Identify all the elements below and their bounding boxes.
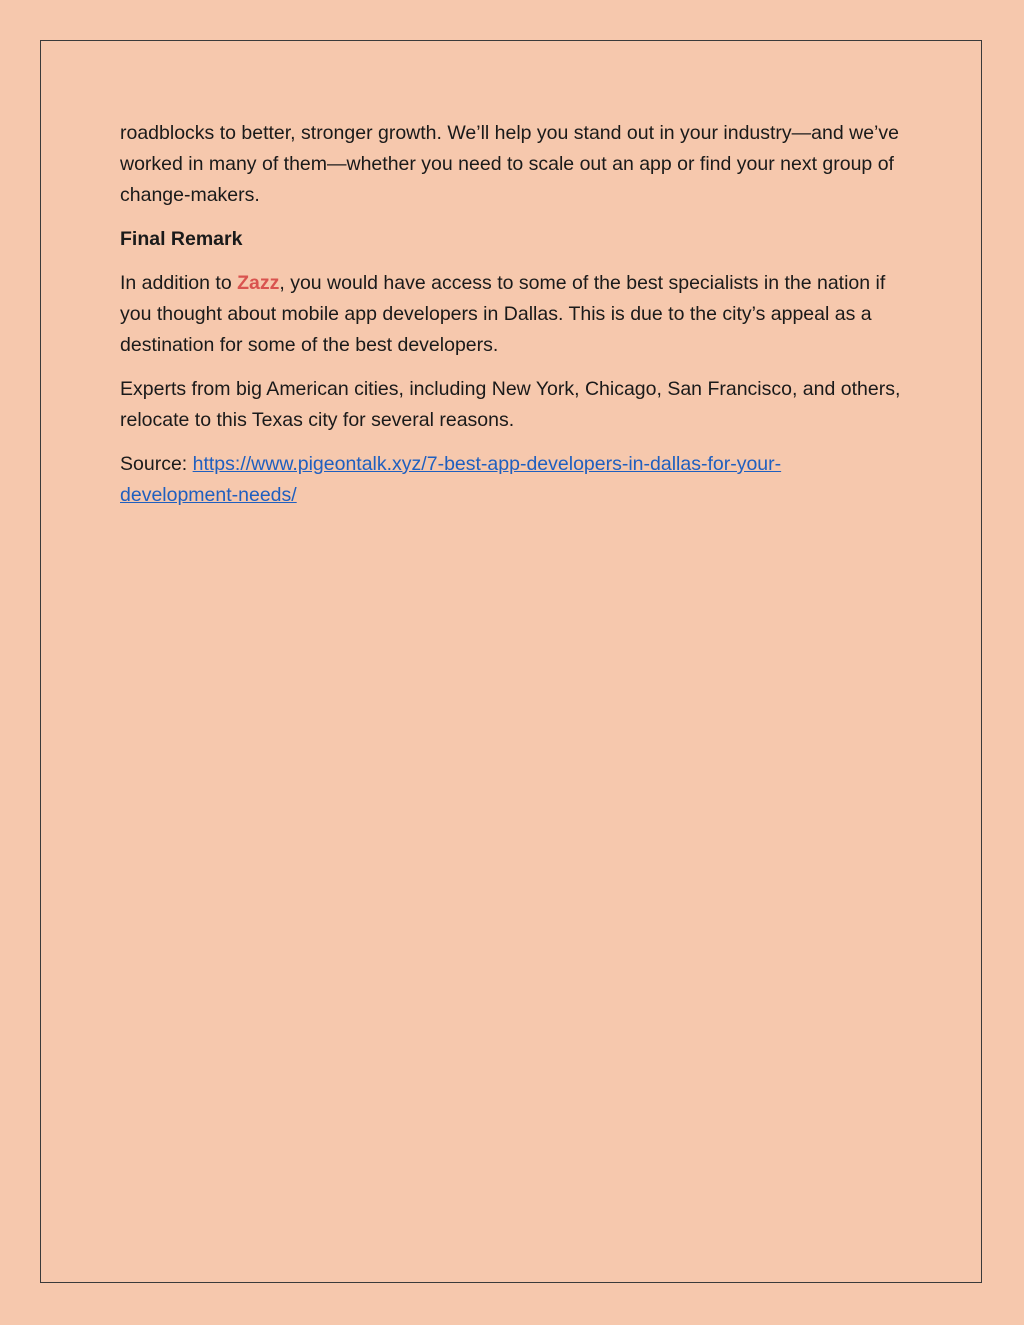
source-paragraph [120, 449, 910, 511]
experts-paragraph: Experts from big American cities, including New York, Chicago, San Francisco, and others, relocate to this Texas city for several reasons. [120, 378, 901, 431]
final-remark-text-after: , you would have access to some of the best specialists in the nation if you thought about mobile app developers in Dallas. This is due to the city’s appeal as a destination for some of the best developers. [120, 272, 886, 356]
final-remark-text-before: In addition to [120, 272, 238, 294]
final-remark-paragraph [120, 268, 910, 361]
section-heading: Final Remark [120, 228, 243, 250]
intro-paragraph: roadblocks to better, stronger growth. We’ll help you stand out in your industry—and we’ve worked in many of them—whether you need to scale out an app or find your next group of change-makers. [120, 122, 899, 206]
source-link-line-2: development-needs/ [120, 484, 297, 506]
source-link[interactable] [120, 453, 781, 506]
source-label: Source: [120, 453, 193, 475]
company-name-highlight: Zazz [237, 272, 280, 294]
source-link-line-1: https://www.pigeontalk.xyz/7-best-app-developers-in-dallas-for-your- [192, 453, 782, 475]
document-body [120, 118, 910, 524]
